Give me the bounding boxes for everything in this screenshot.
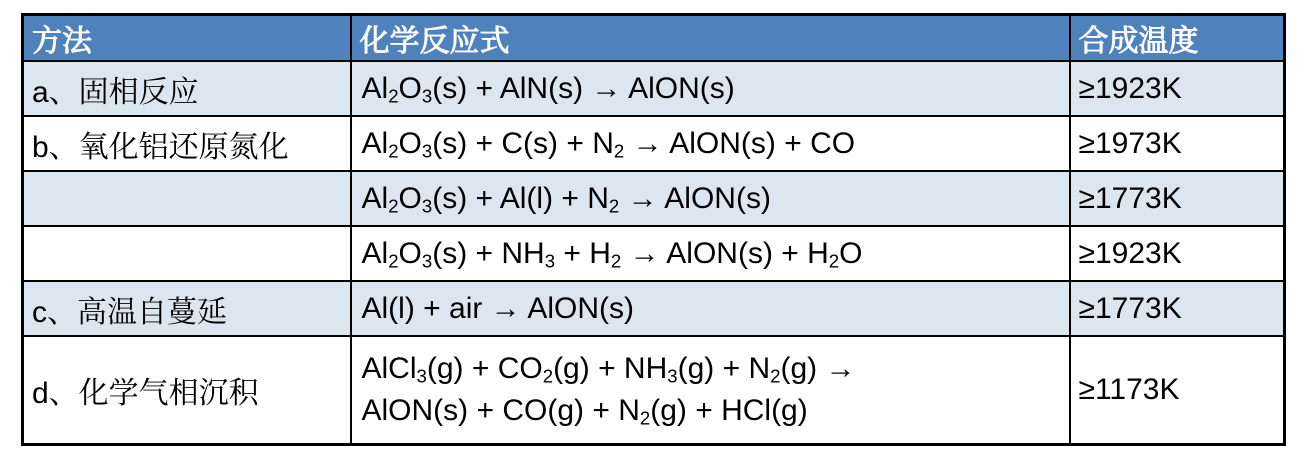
temperature-cell: ≥1173K xyxy=(1070,336,1285,444)
table-row-d xyxy=(23,336,1285,444)
temperature-cell: ≥1973K xyxy=(1070,116,1285,171)
header-equation: 化学反应式 xyxy=(351,15,1070,62)
table-row-c xyxy=(23,281,1285,336)
table-row-b2 xyxy=(23,171,1285,226)
header-row xyxy=(23,15,1285,62)
method-cell: d、化学气相沉积 xyxy=(23,336,351,444)
table-row-b3 xyxy=(23,226,1285,281)
equation-cell: $Al_2O_3(s) + C(s) + N_2$ → AlON(s) + CO xyxy=(351,116,1070,171)
temperature-cell: ≥1923K xyxy=(1070,226,1285,281)
method-cell: c、高温自蔓延 xyxy=(23,281,351,336)
header-method: 方法 xyxy=(23,15,351,62)
table-row-a xyxy=(23,61,1285,116)
equation-cell: $Al_2O_3(s) + AlN(s)$ → AlON(s) xyxy=(351,61,1070,116)
equation-cell: AlCl$_3$(g) + $CO_2(g) + NH_3(g) + N_2(g)$ → AlON(s) + $CO(g) + N_2(g) + HCl(g)$ xyxy=(351,336,1070,444)
method-cell xyxy=(23,226,351,281)
temperature-cell: ≥1923K xyxy=(1070,61,1285,116)
temperature-cell: ≥1773K xyxy=(1070,281,1285,336)
temperature-cell: ≥1773K xyxy=(1070,171,1285,226)
equation-cell: $Al_2O_3(s) + Al(l) + N_2$ → AlON(s) xyxy=(351,171,1070,226)
header-temperature: 合成温度 xyxy=(1070,15,1285,62)
synthesis-methods-table xyxy=(21,13,1286,446)
equation-cell: Al(l) + air → AlON(s) xyxy=(351,281,1070,336)
method-cell xyxy=(23,171,351,226)
method-cell: a、固相反应 xyxy=(23,61,351,116)
equation-cell: $Al_2O_3(s) + NH_3 + H_2$ → AlON(s) + $H_2O$ xyxy=(351,226,1070,281)
method-cell: b、氧化铝还原氮化 xyxy=(23,116,351,171)
table-row-b xyxy=(23,116,1285,171)
